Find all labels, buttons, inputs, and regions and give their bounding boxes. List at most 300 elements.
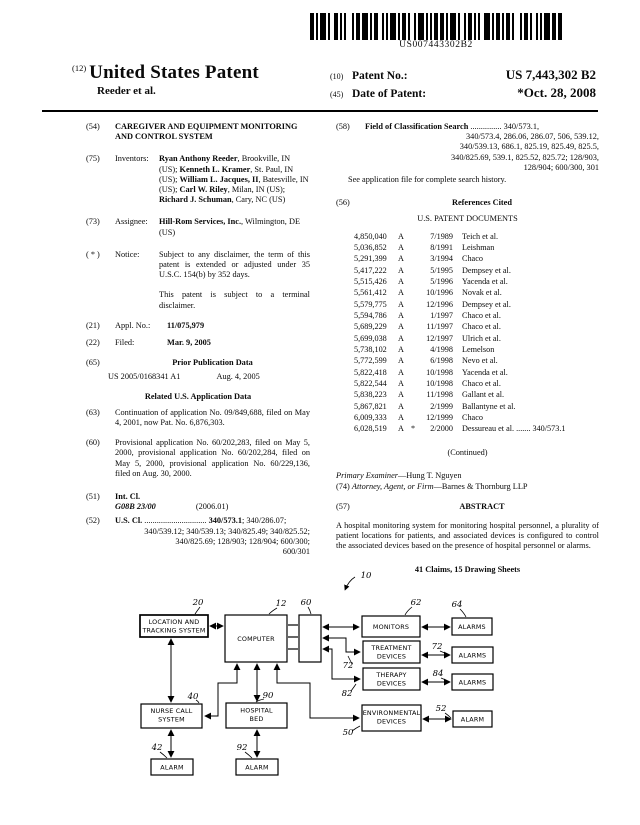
- ref-82: 82: [341, 689, 353, 699]
- section-references-56: [336, 198, 599, 208]
- filed-label: Filed:: [115, 338, 135, 348]
- ref-64: 64: [451, 600, 463, 610]
- section-title-54: [86, 122, 310, 142]
- box-hospital-bed-line-2: BED: [249, 715, 264, 723]
- rc-kind: A: [398, 424, 404, 434]
- reference-row: [354, 401, 599, 412]
- rc-no: 5,838,223: [354, 390, 387, 400]
- rc-name: Gallant et al.: [462, 390, 505, 400]
- rc-kind: A: [398, 356, 404, 366]
- invention-title: CAREGIVER AND EQUIPMENT MONITORING AND CONTROL SYSTEM: [115, 122, 298, 142]
- barcode-bar: [506, 13, 510, 40]
- wire-computer-nursecall: [205, 664, 237, 716]
- barcode-bar: [434, 13, 438, 40]
- rc-kind: A: [398, 265, 404, 275]
- rc-kind: A: [398, 401, 404, 411]
- rc-no: 5,772,599: [354, 356, 387, 366]
- box-alarms-74-label: ALARMS: [458, 651, 487, 660]
- box-alarm-42: [151, 743, 193, 775]
- related-apps-heading: Related U.S. Application Data: [144, 391, 252, 401]
- text-segment: , St. Paul, IN (US);: [159, 164, 294, 184]
- ref-12: 12: [275, 599, 287, 609]
- field-search-line-1: [365, 122, 599, 132]
- section-continuation-63: [86, 408, 310, 428]
- rc-no: 5,738,102: [354, 345, 387, 355]
- text-segment: Ryan Anthony Reeder: [159, 154, 238, 164]
- box-alarms-64-label: ALARMS: [458, 623, 486, 631]
- inventors-text: [159, 154, 310, 205]
- right-column: [336, 122, 599, 575]
- ref-62: 62: [410, 598, 422, 608]
- int-cl-label: Int. Cl.: [115, 492, 141, 502]
- section-assignee-73: [86, 217, 310, 237]
- ref-62-leader: [405, 607, 412, 615]
- rc-kind: A: [398, 242, 404, 252]
- text-segment: ; 340/286.07;: [242, 516, 287, 526]
- reference-row: [354, 321, 599, 332]
- continuation-text: Continuation of application No. 09/849,688, filed on May 4, 2001, now Pat. No. 6,876,303.: [115, 407, 310, 428]
- rc-kind: A: [398, 311, 404, 321]
- reference-row: [354, 253, 599, 264]
- patent-no-label: Patent No.:: [352, 70, 408, 82]
- rc-kind: A: [398, 299, 404, 309]
- rc-name: Yacenda et al.: [462, 367, 508, 377]
- box-alarms-64: [452, 600, 492, 635]
- us-cl-line-3: 340/825.69; 128/903; 128/904; 600/300;: [175, 536, 310, 546]
- barcode-bar: [430, 13, 432, 40]
- patent-no-value: US 7,443,302 B2: [505, 67, 596, 82]
- rc-no: 6,009,333: [354, 413, 387, 423]
- barcode-bar: [540, 13, 542, 40]
- inid-22: (22): [86, 338, 100, 348]
- rc-kind: A: [398, 413, 404, 423]
- barcode-bar: [524, 13, 528, 40]
- inid-60: (60): [86, 438, 100, 448]
- barcode-bar: [512, 13, 514, 40]
- barcode-bar: [536, 13, 538, 40]
- barcode-bar: [398, 13, 400, 40]
- rc-name: Lemelson: [462, 345, 495, 355]
- box-alarms-84: [452, 674, 493, 690]
- references-table: [336, 231, 599, 435]
- rc-date: 10/1996: [426, 288, 453, 298]
- text-segment: , Brookville, IN (US);: [159, 154, 291, 174]
- section-appl-21: [86, 321, 310, 331]
- box-alarm-92-label: ALARM: [245, 763, 269, 772]
- page-title: United States Patent: [89, 62, 259, 83]
- prior-pub-date: Aug. 4, 2005: [216, 372, 260, 382]
- box-location-line-2: TRACKING SYSTEM: [142, 626, 206, 635]
- ref-84: 84: [432, 669, 444, 679]
- box-alarm-42-label: ALARM: [160, 763, 184, 772]
- barcode-bar: [418, 13, 424, 40]
- rc-no: 5,594,786: [354, 311, 387, 321]
- box-treatment-devices: [343, 641, 449, 671]
- appl-no-label: Appl. No.:: [115, 320, 151, 330]
- barcode-bar: [382, 13, 384, 40]
- inid-73: (73): [86, 217, 100, 227]
- section-int-cl-51: [86, 492, 310, 512]
- rc-star: [411, 231, 420, 242]
- barcode-bar: [440, 13, 444, 40]
- notice-paragraph-2: This patent is subject to a terminal disclaimer.: [159, 290, 310, 310]
- rc-kind: A: [398, 333, 404, 343]
- section-notice: [86, 250, 310, 311]
- inid-58: (58): [336, 122, 350, 131]
- rc-no: 6,028,519: [354, 424, 387, 434]
- reference-row: [354, 367, 599, 378]
- rc-date: 2/1999: [430, 401, 453, 411]
- fig-ref-10: 10: [360, 571, 372, 581]
- box-monitors-label: MONITORS: [372, 623, 410, 631]
- barcode-bar: [492, 13, 494, 40]
- header-left: [72, 62, 312, 97]
- rc-kind: A: [398, 367, 404, 377]
- claims-drawings-line: 41 Claims, 15 Drawing Sheets: [414, 565, 521, 575]
- filed-value: Mar. 9, 2005: [167, 338, 211, 348]
- rc-star: [411, 378, 420, 389]
- assignee-text: [159, 217, 310, 237]
- barcode-bar: [496, 13, 500, 40]
- rc-star: [411, 310, 420, 321]
- rc-date: 2/2000: [430, 424, 453, 434]
- barcode-bar: [328, 13, 330, 40]
- text-segment: , Wilmington, DE (US): [159, 217, 301, 237]
- barcode-bar: [502, 13, 504, 40]
- patent-authors: Reeder et al.: [97, 85, 156, 97]
- field-search-line-3: 340/539.13, 686.1, 825.19, 825.49, 825.5,: [459, 142, 599, 152]
- rc-kind: A: [398, 345, 404, 355]
- rc-date: 12/1997: [426, 333, 453, 343]
- barcode: [310, 13, 562, 50]
- continued-note: (Continued): [447, 447, 488, 457]
- rc-kind: A: [398, 277, 404, 286]
- box-computer: [225, 599, 287, 662]
- box-monitors: [362, 598, 421, 637]
- barcode-bar: [558, 13, 562, 40]
- inid-57: (57): [336, 502, 350, 512]
- rc-name: Dempsey et al.: [462, 265, 511, 275]
- barcode-bar: [468, 13, 472, 40]
- rc-star: [411, 276, 420, 287]
- ref-42: 42: [151, 743, 163, 753]
- barcode-bar: [450, 13, 456, 40]
- inid-52: (52): [86, 516, 100, 526]
- ref-92-leader: [245, 752, 252, 758]
- rc-name: Chaco et al.: [462, 311, 501, 321]
- section-field-search-58: [336, 122, 599, 173]
- rc-no: 5,036,852: [354, 242, 387, 252]
- text-segment: (74): [336, 482, 352, 492]
- rc-no: 5,561,412: [354, 288, 387, 298]
- rc-star: [411, 401, 420, 412]
- text-segment: Primary Examiner: [336, 471, 398, 481]
- reference-row: [354, 310, 599, 321]
- text-segment: —Barnes & Thornburg LLP: [433, 482, 528, 492]
- reference-row: [354, 333, 599, 344]
- section-us-cl-52: [86, 516, 310, 557]
- notice-label: Notice:: [115, 249, 140, 259]
- reference-row: [354, 355, 599, 366]
- rc-name: Chaco: [462, 413, 483, 423]
- prior-pub-heading: Prior Publication Data: [172, 358, 253, 368]
- barcode-bar: [370, 13, 372, 40]
- ref-52: 52: [435, 704, 447, 714]
- ref-84-leader: [441, 678, 450, 682]
- box-location-line-1: LOCATION AND: [148, 618, 200, 626]
- reference-row: [354, 276, 599, 287]
- rc-name: Ulrich et al.: [462, 333, 501, 343]
- rc-kind: A: [398, 379, 404, 389]
- section-provisional-60: [86, 438, 310, 479]
- text-segment: Kenneth L. Kramer: [179, 164, 251, 174]
- rc-name: Ballantyne et al.: [462, 401, 516, 411]
- rc-kind: A: [398, 390, 404, 400]
- barcode-bar: [458, 13, 460, 40]
- ref-50: 50: [342, 728, 354, 738]
- text-segment: ..............................: [142, 516, 209, 526]
- barcode-bar: [402, 13, 406, 40]
- barcode-bar: [316, 13, 318, 40]
- inid-56: (56): [336, 198, 350, 208]
- text-segment: Carl W. Riley: [179, 185, 228, 195]
- rc-no: 5,417,222: [354, 265, 387, 275]
- box-computer-label: COMPUTER: [237, 635, 275, 643]
- box-therapy-line-2: DEVICES: [376, 679, 407, 688]
- text-segment: , Milan, IN (US);: [227, 185, 286, 195]
- int-cl-code: G08B 23/00: [115, 502, 156, 512]
- ref-60-leader: [308, 607, 311, 614]
- us-cl-line-1: [115, 516, 310, 526]
- reference-row: [354, 389, 599, 400]
- text-segment: ............... 340/573.1,: [468, 122, 540, 131]
- date-num: (45): [330, 90, 344, 99]
- prior-pub-doc: US 2005/0168341 A1: [108, 372, 181, 382]
- inid-51: (51): [86, 492, 100, 502]
- barcode-bar: [386, 13, 388, 40]
- rc-date: 11/1997: [426, 322, 453, 332]
- rc-date: 10/1998: [426, 367, 453, 377]
- us-patent-documents-heading: U.S. PATENT DOCUMENTS: [417, 214, 518, 224]
- box-environmental-line-2: DEVICES: [376, 717, 407, 726]
- inid-21: (21): [86, 320, 100, 330]
- barcode-bar: [544, 13, 550, 40]
- us-cl-line-4: 600/301: [282, 547, 310, 557]
- inid-54: (54): [86, 122, 100, 131]
- rc-star: [411, 321, 420, 332]
- ref-12-leader: [269, 608, 277, 614]
- references-heading: References Cited: [452, 198, 512, 208]
- inid-63: (63): [86, 407, 100, 417]
- rc-name: Leishman: [462, 242, 495, 252]
- barcode-bar: [320, 13, 326, 40]
- text-segment: U.S. Cl.: [115, 516, 143, 526]
- barcode-bar: [414, 13, 416, 40]
- rc-no: 5,822,544: [354, 379, 387, 389]
- barcode-bar: [352, 13, 354, 40]
- header-right: [330, 67, 596, 103]
- rc-star: [411, 333, 420, 344]
- rc-date: 6/1998: [430, 356, 453, 366]
- abstract-text: A hospital monitoring system for monitoring hospital personnel, a plurality of patient locations for patients, and associated devices is configured to control the associated devices based on the presence of hospital personnel or alarms.: [336, 520, 599, 551]
- wire-bus-therapy: [323, 649, 360, 679]
- box-alarms-84-label: ALARMS: [458, 678, 487, 687]
- field-search-line-2: 340/573.4, 286.06, 286.07, 506, 539.12,: [466, 132, 599, 142]
- box-hospital-bed-line-1: HOSPITAL: [240, 706, 273, 715]
- rc-no: 5,689,229: [354, 322, 387, 332]
- rc-date: 1/1997: [430, 311, 453, 321]
- rc-name: Chaco et al.: [462, 379, 501, 389]
- rc-no: 5,699,038: [354, 333, 387, 343]
- rc-star: [411, 242, 420, 253]
- rc-star: [411, 344, 420, 355]
- section-prior-pub-65: [86, 358, 310, 368]
- ref-74: 72: [431, 642, 443, 652]
- reference-row: [354, 287, 599, 298]
- ref-42-leader: [160, 752, 167, 758]
- rc-kind: A: [398, 322, 404, 332]
- field-search-line-5: 128/904; 600/300, 301: [523, 162, 599, 172]
- box-environmental-line-1: ENVIRONMENTAL: [362, 709, 421, 717]
- barcode-bar: [484, 13, 490, 40]
- attorney-line: [336, 482, 599, 492]
- rc-date: 4/1998: [430, 345, 453, 355]
- box-nurse-call-line-2: SYSTEM: [158, 715, 185, 724]
- text-segment: Richard J. Schuman: [159, 195, 232, 205]
- rc-no: 4,850,040: [354, 231, 387, 241]
- primary-examiner-line: [336, 471, 599, 481]
- box-interface-bus: [299, 598, 321, 662]
- rc-date: 8/1991: [430, 242, 453, 252]
- date-label: Date of Patent:: [352, 88, 427, 100]
- section-inventors-75: [86, 154, 310, 205]
- rc-name: Chaco: [462, 254, 483, 264]
- patent-no-row: [330, 67, 596, 85]
- box-treatment-line-2: DEVICES: [376, 652, 407, 661]
- rc-star: [411, 412, 420, 423]
- barcode-bar: [426, 13, 428, 40]
- field-search-line-4: 340/825.69, 539.1, 825.52, 825.72; 128/903,: [451, 152, 599, 162]
- rc-star: *: [411, 424, 416, 434]
- rc-date: 11/1998: [426, 390, 453, 400]
- section-abstract-57: [336, 502, 599, 512]
- rc-name: Dessureau et al. ....... 340/573.1: [462, 424, 566, 434]
- date-value: *Oct. 28, 2008: [517, 85, 596, 100]
- rc-no: 5,291,399: [354, 254, 387, 264]
- rc-star: [411, 367, 420, 378]
- ref-82-leader: [351, 684, 356, 691]
- text-segment: Field of Classification Search: [365, 122, 469, 131]
- box-alarms-74: [452, 647, 493, 663]
- rc-kind: A: [398, 231, 404, 241]
- ref-90: 90: [262, 691, 274, 701]
- date-of-patent-row: [330, 85, 596, 103]
- rc-star: [411, 355, 420, 366]
- box-alarm-52: [436, 704, 492, 727]
- barcode-bar: [464, 13, 466, 40]
- barcode-bar: [344, 13, 346, 40]
- rc-date: 12/1996: [426, 299, 453, 309]
- barcode-bar: [520, 13, 522, 40]
- header-rule: [42, 110, 598, 112]
- rc-name: Yacenda et al.: [462, 277, 508, 286]
- barcode-bar: [374, 13, 378, 40]
- provisional-text: Provisional application No. 60/202,283, filed on May 5, 2000, provisional application No. 60/202,284, filed on May 5, 2000, provisional application No. 60/229,136, filed on Aug. 30, 2000.: [115, 438, 310, 478]
- appl-no-value: 11/075,979: [167, 320, 205, 330]
- box-environmental-devices: [343, 705, 421, 738]
- barcode-bar: [362, 13, 368, 40]
- reference-row: [354, 423, 599, 434]
- inventors-label: Inventors:: [115, 154, 149, 164]
- assignee-label: Assignee:: [115, 217, 148, 227]
- rc-kind: A: [398, 288, 404, 298]
- reference-row: [354, 378, 599, 389]
- ref-52-leader: [445, 713, 451, 718]
- barcode-bar: [474, 13, 476, 40]
- ref-72: 72: [342, 661, 354, 671]
- inid-65: (65): [86, 358, 100, 368]
- rc-star: [411, 299, 420, 310]
- box-location-tracking: [140, 598, 208, 637]
- notice-paragraph-1: Subject to any disclaimer, the term of this patent is extended or adjusted under 35 U.S.C. 154(b) by 352 days.: [159, 249, 310, 280]
- reference-row: [354, 412, 599, 423]
- barcode-bar: [530, 13, 532, 40]
- barcode-bar: [390, 13, 396, 40]
- box-nurse-call-line-1: NURSE CALL: [150, 707, 193, 715]
- wire-bus-treatment: [323, 638, 360, 652]
- barcode-bar: [334, 13, 338, 40]
- reference-row: [354, 265, 599, 276]
- patent-no-num: (10): [330, 72, 344, 81]
- ref-40: 40: [187, 692, 199, 702]
- section-filed-22: [86, 338, 310, 348]
- ref-74-leader: [440, 651, 449, 655]
- barcode-bars: [310, 13, 562, 40]
- rc-date: 10/1998: [426, 379, 453, 389]
- us-cl-line-2: 340/539.12; 340/539.13; 340/825.49; 340/825.52;: [144, 526, 310, 536]
- rc-kind: A: [398, 254, 404, 264]
- barcode-bar: [340, 13, 342, 40]
- int-cl-date: (2006.01): [195, 502, 229, 512]
- left-column: [86, 122, 310, 569]
- reference-row: [354, 231, 599, 242]
- rc-date: 12/1999: [426, 413, 453, 423]
- text-segment: , Cary, NC (US): [231, 195, 286, 205]
- rc-date: 5/1996: [430, 277, 453, 286]
- rc-no: 5,867,821: [354, 401, 387, 411]
- barcode-bar: [446, 13, 448, 40]
- rc-star: [411, 389, 420, 400]
- rc-date: 5/1995: [430, 265, 453, 275]
- box-interface-bus-rect: [299, 615, 321, 662]
- text-segment: Hill-Rom Services, Inc.: [159, 217, 242, 227]
- rc-no: 5,822,418: [354, 367, 387, 377]
- ref-92: 92: [236, 743, 248, 753]
- text-segment: —Hung T. Nguyen: [397, 471, 462, 481]
- rc-name: Novak et al.: [462, 288, 502, 298]
- rc-name: Dempsey et al.: [462, 299, 511, 309]
- rc-star: [411, 287, 420, 298]
- rc-name: Nevo et al.: [462, 356, 498, 366]
- barcode-bar: [408, 13, 410, 40]
- figure-1-diagram: [0, 562, 640, 825]
- barcode-bar: [478, 13, 480, 40]
- box-therapy-line-1: THERAPY: [376, 671, 407, 679]
- search-history-note: See application file for complete search history.: [348, 175, 507, 185]
- kind-code-num: (12): [72, 63, 87, 73]
- ref-20-leader: [195, 607, 200, 614]
- rc-star: [411, 253, 420, 264]
